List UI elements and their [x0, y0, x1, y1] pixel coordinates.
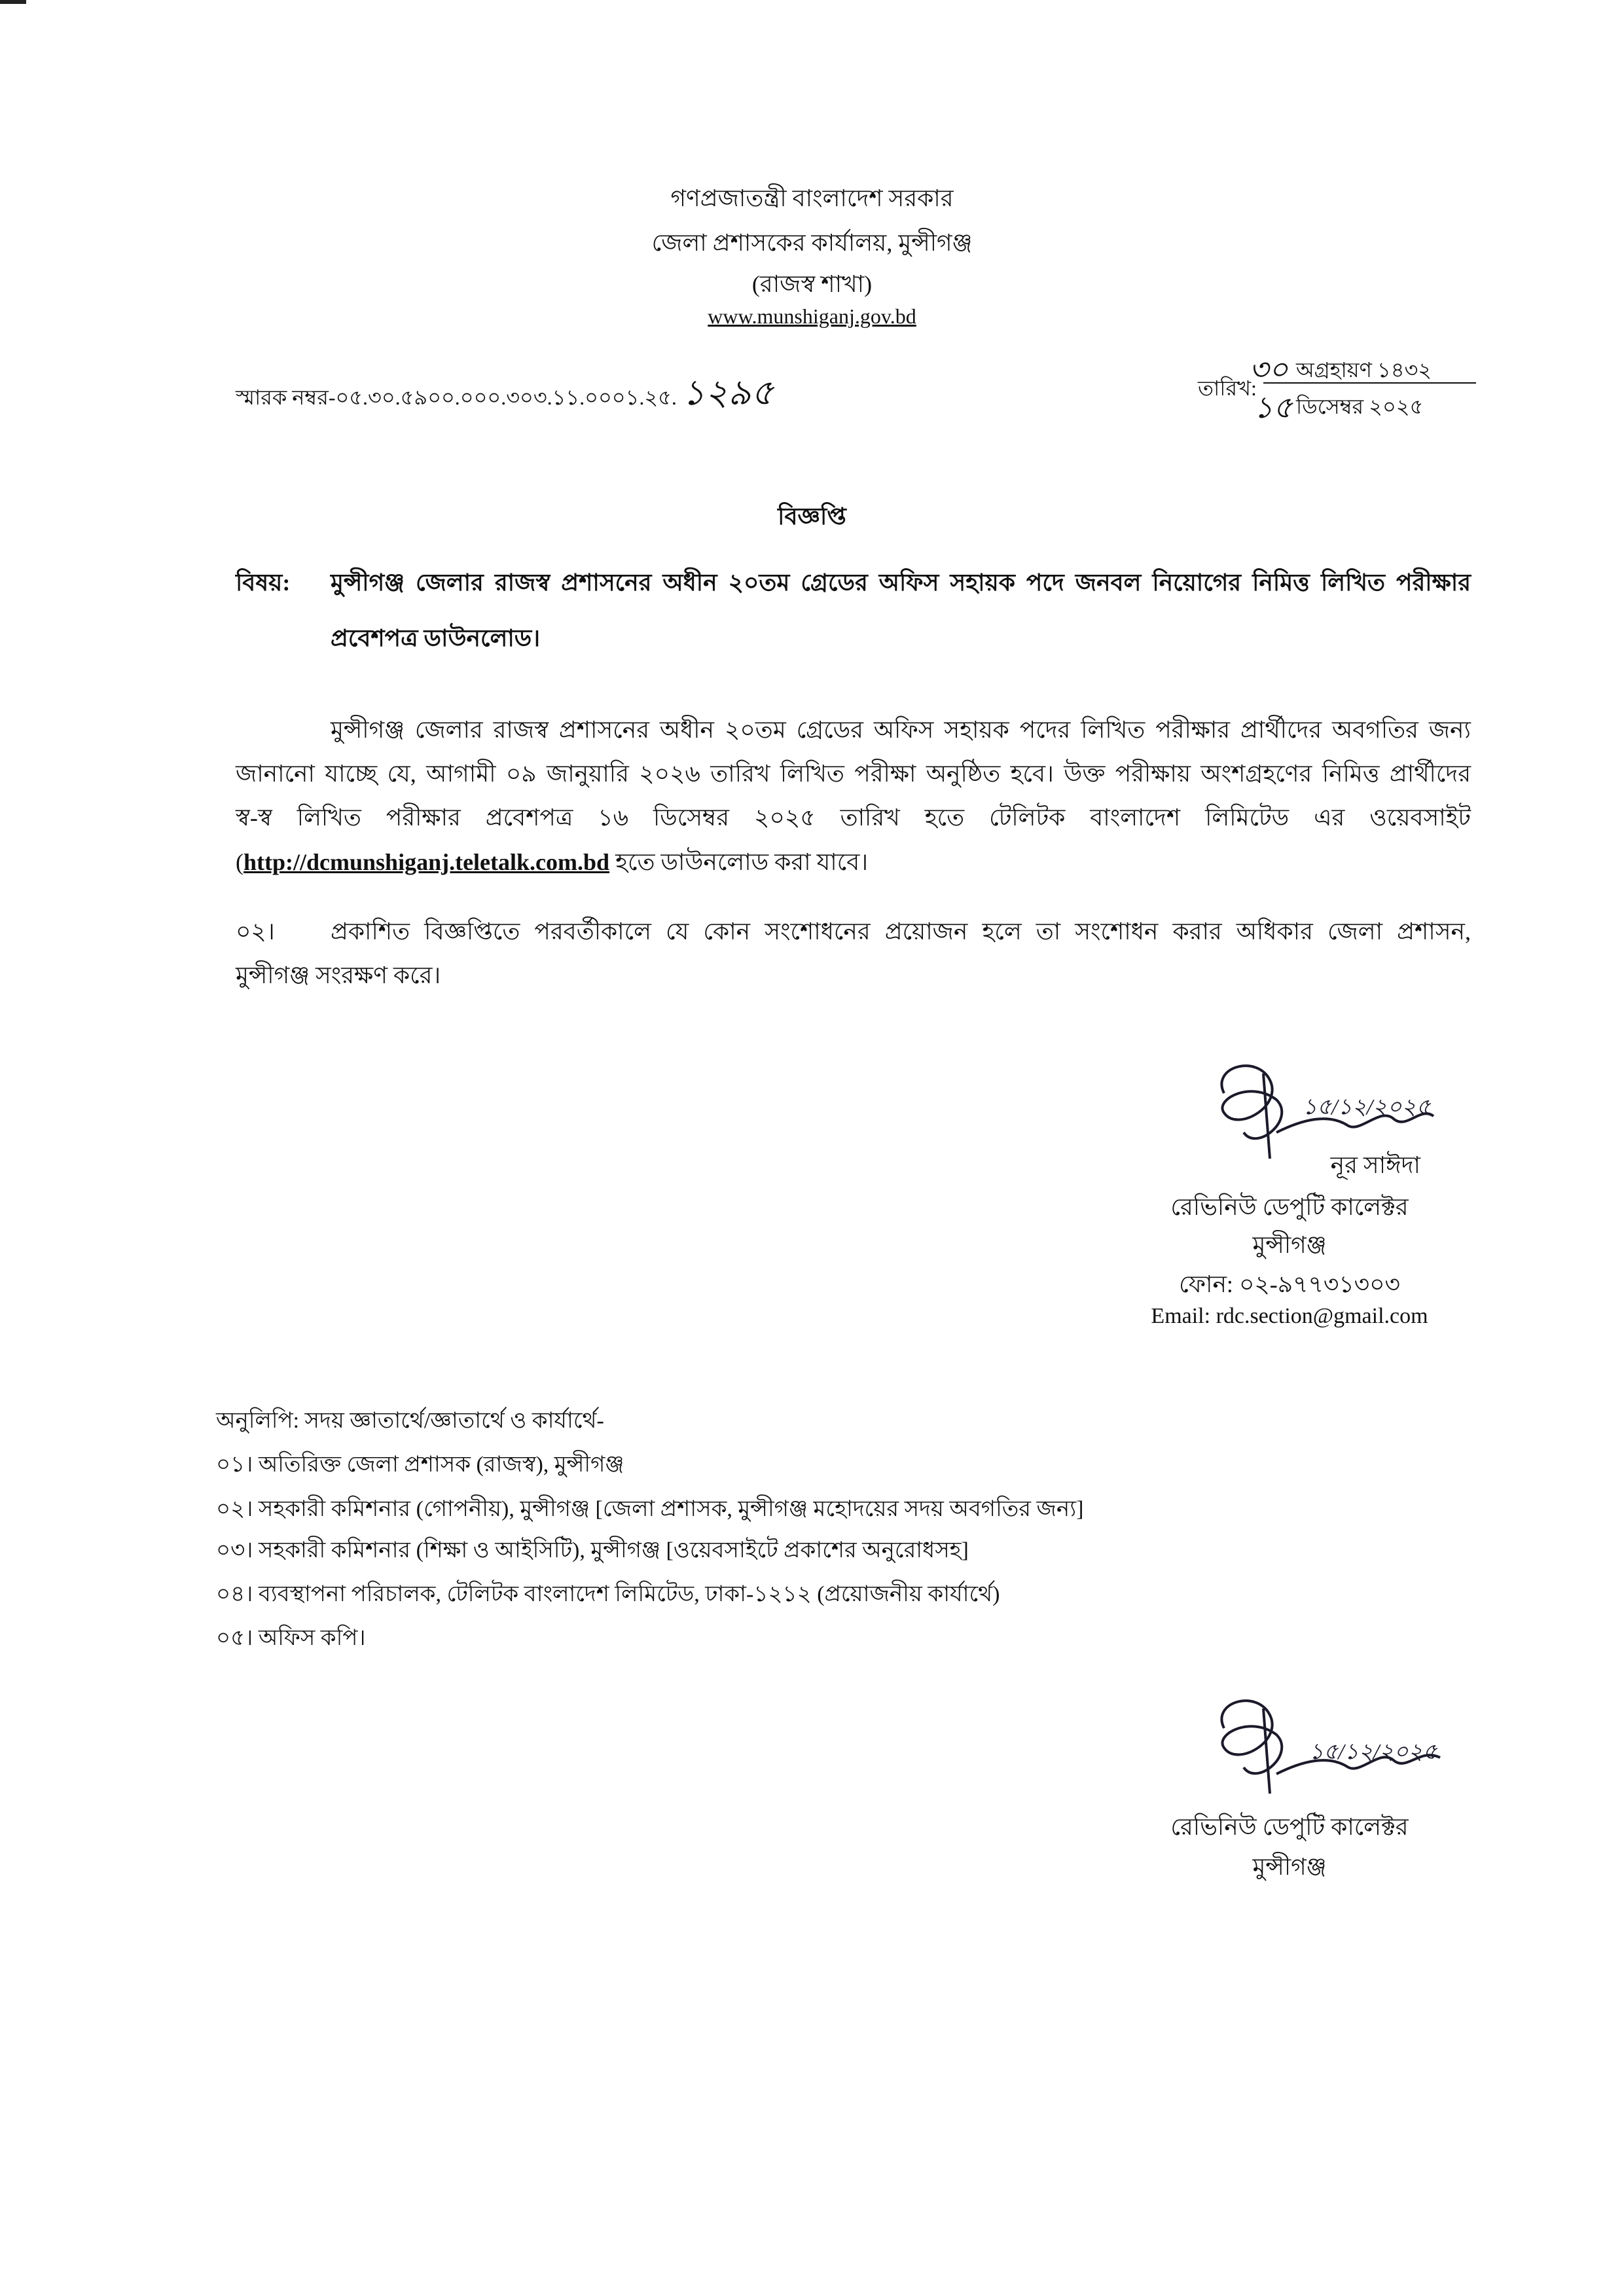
header-website-link[interactable]: www.munshiganj.gov.bd [708, 304, 916, 328]
body-para1-line2: জানানো যাচ্ছে যে, আগামী ০৯ জানুয়ারি ২০২৬ তারিখ লিখিত পরীক্ষা অনুষ্ঠিত হবে। উক্ত পরীক্ষায় অংশগ্রহণের নিমিত্ত প্রার্থীদের [236, 761, 1471, 787]
body-para1-line3: স্ব-স্ব লিখিত পরীক্ষার প্রবেশপত্র ১৬ ডিসেম্বর ২০২৫ তারিখ হতে টেলিটক বাংলাদেশ লিমিটেড এর ওয়েবসাইট [236, 804, 1471, 831]
body-para1-line4-rest: হতে ডাউনলোড করা যাবে। [609, 849, 869, 875]
memo-label: স্মারক নম্বর-০৫.৩০.৫৯০০.০০০.৩০৩.১১.০০০১.২৫. [236, 386, 677, 409]
open-paren: ( [236, 849, 244, 875]
date-divider [1263, 382, 1476, 384]
body-para2-line2: মুন্সীগঞ্জ সংরক্ষণ করে। [236, 962, 441, 988]
copy-item-2: ০২। সহকারী কমিশনার (গোপনীয়), মুন্সীগঞ্জ [জেলা প্রশাসক, মুন্সীগঞ্জ মহোদয়ের সদয় অবগতির জন্য] [216, 1497, 1084, 1521]
subject-line-2: প্রবেশপত্র ডাউনলোড। [331, 625, 541, 651]
signature-date: ১৫/১২/২০২৫ [1303, 1095, 1431, 1119]
date-bangla-day: ৩০ [1249, 353, 1288, 386]
date-english-day: ১৫ [1254, 391, 1293, 424]
body-para1-line1: মুন্সীগঞ্জ জেলার রাজস্ব প্রশাসনের অধীন ২০তম গ্রেডের অফিস সহায়ক পদের লিখিত পরীক্ষার প্রার্থীদের অবগতির জন্য [331, 717, 1471, 743]
copy-item-1: ০১। অতিরিক্ত জেলা প্রশাসক (রাজস্ব), মুন্সীগঞ্জ [216, 1453, 624, 1477]
signatory2-place: মুন্সীগঞ্জ [1252, 1854, 1327, 1880]
signatory-phone: ফোন: ০২-৯৭৭৩১৩০৩ [1179, 1271, 1400, 1297]
para2-number: ০২। [236, 918, 275, 945]
signatory-place: মুন্সীগঞ্জ [1252, 1232, 1327, 1258]
copy-item-4: ০৪। ব্যবস্থাপনা পরিচালক, টেলিটক বাংলাদেশ লিমিটেড, ঢাকা-১২১২ (প্রয়োজনীয় কার্যার্থে) [216, 1582, 1000, 1606]
scan-edge-mark [0, 0, 26, 4]
memo-number [236, 373, 774, 412]
subject-label: বিষয়: [236, 569, 291, 596]
body-para1-line4 [236, 848, 868, 876]
memo-handwritten-number: ১২৯৫ [681, 373, 774, 412]
header-government: গণপ্রজাতন্ত্রী বাংলাদেশ সরকার [670, 185, 954, 211]
date-bangla-month-year: অগ্রহায়ণ ১৪৩২ [1296, 358, 1432, 382]
copy-item-5: ০৫। অফিস কপি। [216, 1626, 366, 1650]
signatory-designation: রেভিনিউ ডেপুটি কালেক্টর [1170, 1194, 1409, 1220]
teletalk-link[interactable]: http://dcmunshiganj.teletalk.com.bd [244, 849, 610, 875]
subject-line-1: মুন্সীগঞ্জ জেলার রাজস্ব প্রশাসনের অধীন ২০তম গ্রেডের অফিস সহায়ক পদে জনবল নিয়োগের নিমিত্ত লিখিত পরীক্ষার [331, 569, 1471, 596]
copy-item-3: ০৩। সহকারী কমিশনার (শিক্ষা ও আইসিটি), মুন্সীগঞ্জ [ওয়েবসাইটে প্রকাশের অনুরোধসহ] [216, 1538, 969, 1563]
header-office: জেলা প্রশাসকের কার্যালয়, মুন্সীগঞ্জ [651, 230, 973, 256]
copies-heading: অনুলিপি: সদয় জ্ঞাতার্থে/জ্ঞাতার্থে ও কার্যার্থে- [216, 1409, 604, 1433]
date-english-month-year: ডিসেম্বর ২০২৫ [1296, 395, 1424, 418]
date-label: তারিখ: [1198, 376, 1257, 400]
signature-date-2: ১৫/১২/২০২৫ [1309, 1740, 1437, 1764]
signatory-name: নূর সাঈদা [1330, 1152, 1420, 1178]
signatory2-designation: রেভিনিউ ডেপুটি কালেক্টর [1170, 1814, 1409, 1840]
header-branch: (রাজস্ব শাখা) [751, 271, 873, 297]
notice-title: বিজ্ঞপ্তি [778, 503, 846, 530]
body-para2-line1: প্রকাশিত বিজ্ঞপ্তিতে পরবর্তীকালে যে কোন সংশোধনের প্রয়োজন হলে তা সংশোধন করার অধিকার জেলা প্রশাসন, [331, 918, 1471, 945]
signatory-email[interactable]: Email: rdc.section@gmail.com [1151, 1304, 1428, 1328]
